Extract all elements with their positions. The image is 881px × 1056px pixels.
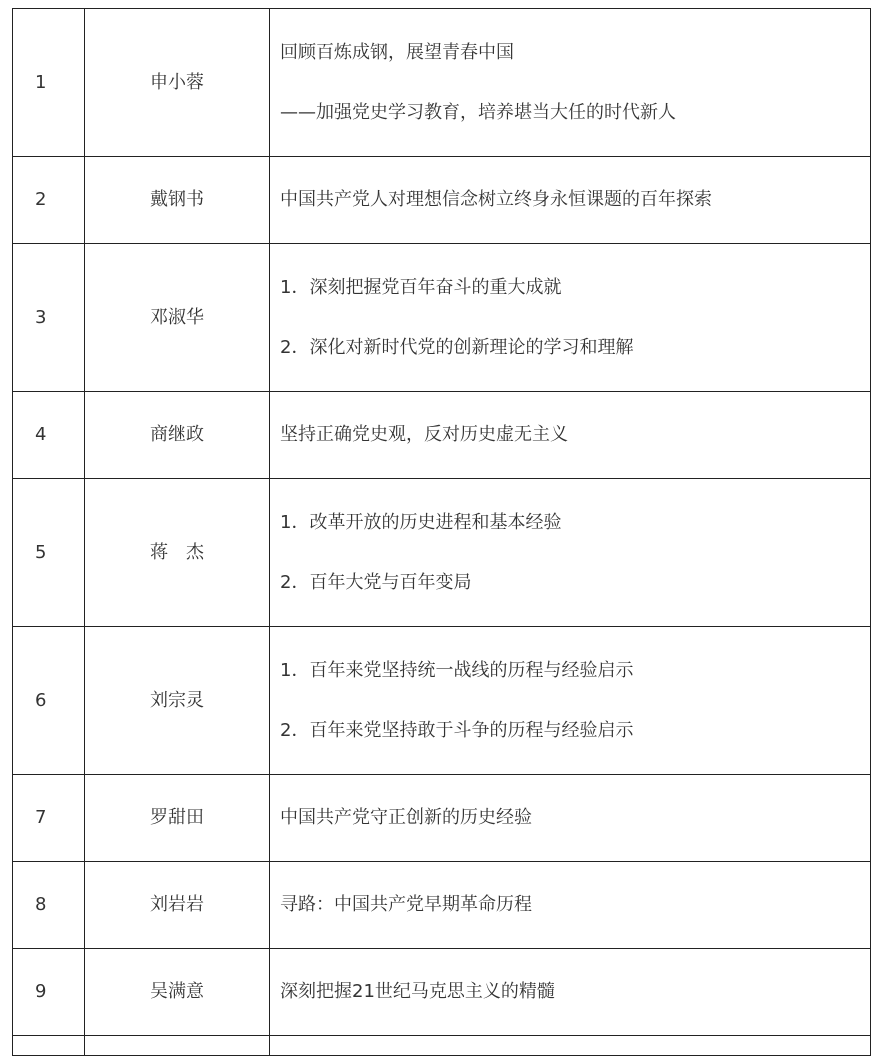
row-number: 1 — [13, 9, 85, 157]
table-row — [13, 244, 871, 392]
lecture-topic — [270, 949, 871, 1036]
lecturer-name: 蒋 杰 — [85, 479, 270, 627]
row-number: 4 — [13, 392, 85, 479]
lecture-topic — [270, 244, 871, 392]
row-number: 7 — [13, 775, 85, 862]
lecture-table — [12, 8, 871, 1056]
lecturer-name: 商继政 — [85, 392, 270, 479]
lecture-topic — [270, 775, 871, 862]
empty-cell — [13, 1036, 85, 1056]
row-number: 9 — [13, 949, 85, 1036]
topic-line: 中国共产党人对理想信念树立终身永恒课题的百年探索 — [280, 189, 712, 210]
row-number: 3 — [13, 244, 85, 392]
table-row — [13, 9, 871, 157]
topic-line: 中国共产党守正创新的历史经验 — [280, 807, 532, 828]
lecturer-name: 刘宗灵 — [85, 627, 270, 775]
topic-line: 1．深刻把握党百年奋斗的重大成就 — [280, 276, 562, 298]
topic-line: 坚持正确党史观，反对历史虚无主义 — [280, 424, 568, 445]
table-row — [13, 775, 871, 862]
table-row — [13, 627, 871, 775]
table-row — [13, 392, 871, 479]
lecture-topic — [270, 479, 871, 627]
lecturer-name: 戴钢书 — [85, 157, 270, 244]
topic-line: 2．深化对新时代党的创新理论的学习和理解 — [280, 336, 634, 358]
topic-line: ——加强党史学习教育，培养堪当大任的时代新人 — [280, 101, 676, 123]
topic-line: 寻路：中国共产党早期革命历程 — [280, 894, 532, 915]
topic-line: 1．百年来党坚持统一战线的历程与经验启示 — [280, 659, 634, 681]
empty-cell — [270, 1036, 871, 1056]
table-row — [13, 949, 871, 1036]
table-row — [13, 157, 871, 244]
empty-cell — [85, 1036, 270, 1056]
lecturer-name: 邓淑华 — [85, 244, 270, 392]
lecture-topic — [270, 157, 871, 244]
topic-line: 回顾百炼成钢，展望青春中国 — [280, 41, 514, 63]
schedule-page — [12, 8, 870, 1056]
table-row-cut-off — [13, 1036, 871, 1056]
topic-line: 2．百年大党与百年变局 — [280, 571, 472, 593]
row-number: 2 — [13, 157, 85, 244]
row-number: 8 — [13, 862, 85, 949]
lecture-topic — [270, 862, 871, 949]
table-row — [13, 862, 871, 949]
row-number: 6 — [13, 627, 85, 775]
topic-line: 1．改革开放的历史进程和基本经验 — [280, 511, 562, 533]
lecture-topic — [270, 627, 871, 775]
lecturer-name: 罗甜田 — [85, 775, 270, 862]
lecturer-name: 吴满意 — [85, 949, 270, 1036]
topic-line: 深刻把握21世纪马克思主义的精髓 — [280, 981, 555, 1002]
lecture-topic — [270, 9, 871, 157]
table-row — [13, 479, 871, 627]
topic-line: 2．百年来党坚持敢于斗争的历程与经验启示 — [280, 719, 634, 741]
row-number: 5 — [13, 479, 85, 627]
lecturer-name: 申小蓉 — [85, 9, 270, 157]
lecturer-name: 刘岩岩 — [85, 862, 270, 949]
lecture-topic — [270, 392, 871, 479]
